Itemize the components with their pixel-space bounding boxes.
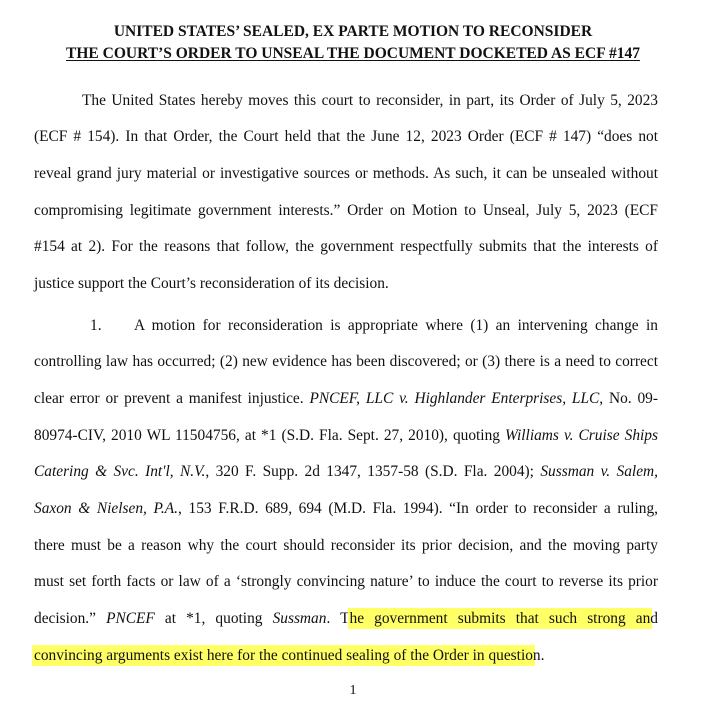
highlighted-text: convincing arguments exist here for the continued sealing of the Order in questio <box>34 647 533 664</box>
para1-text: n. <box>532 647 545 664</box>
motion-title-line-2: THE COURT’S ORDER TO UNSEAL THE DOCUMENT DOCKETED AS ECF #147 <box>66 45 640 62</box>
case-citation: Catering & Svc. Int'l, N.V. <box>34 463 206 480</box>
case-citation: Sussman v. Salem, <box>540 463 658 480</box>
para1-number: 1. <box>90 317 102 334</box>
intro-line: reveal grand jury material or investigative sources or methods. As such, it can be unsealed without <box>34 165 658 182</box>
para1-text: at *1, quoting <box>154 610 273 627</box>
para1-line <box>34 315 658 337</box>
para1-line <box>34 498 658 520</box>
motion-title-line-1: UNITED STATES’ SEALED, EX PARTE MOTION TO RECONSIDER <box>113 23 593 40</box>
para1-text: d <box>650 610 658 627</box>
para1-line <box>34 388 658 410</box>
para1-text: , 320 F. Supp. 2d 1347, 1357-58 (S.D. Fla. 2004); <box>205 463 541 480</box>
para1-line: controlling law has occurred; (2) new evidence has been discovered; or (3) there is a need to correct <box>34 353 658 370</box>
para1-text: 80974-CIV, 2010 WL 11504756, at *1 (S.D. Fla. Sept. 27, 2010), quoting <box>34 427 506 444</box>
case-citation: Saxon & Nielsen, P.A. <box>34 500 179 517</box>
case-citation: PNCEF <box>106 610 155 627</box>
para1-text: decision.” <box>34 610 107 627</box>
case-citation: PNCEF, LLC v. Highlander Enterprises, LLC <box>309 390 600 407</box>
intro-line: The United States hereby moves this court to reconsider, in part, its Order of July 5, 2023 <box>82 92 658 109</box>
intro-line: #154 at 2). For the reasons that follow, the government respectfully submits that the interests of <box>34 238 658 255</box>
para1-text: clear error or prevent a manifest injustice. <box>34 390 310 407</box>
para1-line: there must be a reason why the court should reconsider its prior decision, and the moving party <box>34 537 658 554</box>
para1-line <box>34 425 658 447</box>
para1-line <box>34 645 658 667</box>
para1-line: must set forth facts or law of a ‘strongly convincing nature’ to induce the court to reverse its prior <box>34 573 658 590</box>
page-number: 1 <box>349 683 357 698</box>
para1-line <box>34 608 658 630</box>
highlighted-text: he government submits that such strong an <box>349 610 651 627</box>
para1-text: A motion for reconsideration is appropriate where (1) an intervening change in <box>134 317 658 334</box>
para1-text: , No. 09- <box>599 390 658 407</box>
intro-line: compromising legitimate government interests.” Order on Motion to Unseal, July 5, 2023 (ECF <box>34 202 658 219</box>
para1-text: , 153 F.R.D. 689, 694 (M.D. Fla. 1994). “In order to reconsider a ruling, <box>178 500 658 517</box>
case-citation: Sussman <box>272 610 327 627</box>
para1-text: . T <box>326 610 350 627</box>
intro-line: justice support the Court’s reconsideration of its decision. <box>34 275 389 292</box>
para1-line <box>34 461 658 483</box>
case-citation: Williams v. Cruise Ships <box>505 427 658 444</box>
intro-line: (ECF # 154). In that Order, the Court held that the June 12, 2023 Order (ECF # 147) “does not <box>34 128 658 145</box>
